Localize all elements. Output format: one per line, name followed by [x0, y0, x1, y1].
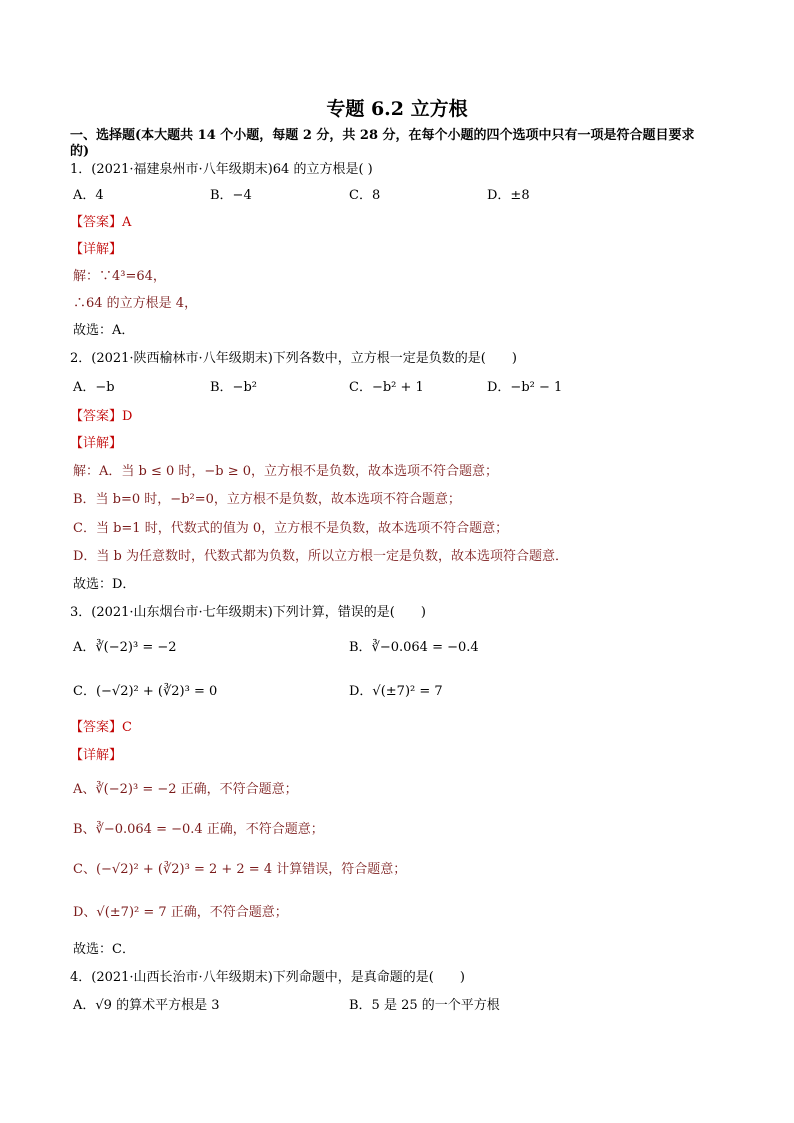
q3-solution-1: A、∛(−2)³ = −2 正确，不符合题意；: [73, 782, 298, 797]
q1-stem: 1．(2021·福建泉州市·八年级期末)64 的立方根是( ): [70, 162, 373, 177]
q2-option-a: A．−b: [73, 380, 115, 395]
q1-solution-3: 故选：A．: [73, 323, 135, 338]
q2-detail-label: 【详解】: [70, 436, 123, 451]
section-heading-line2: 的): [70, 144, 90, 159]
q2-answer: 【答案】D: [70, 409, 133, 424]
q3-option-c: C．(−√2)² + (∛2)³ = 0: [73, 684, 218, 699]
q1-option-c: C．8: [349, 188, 381, 203]
page-title: 专题 6.2 立方根: [326, 98, 468, 120]
q3-stem: 3．(2021·山东烟台市·七年级期末)下列计算，错误的是( ): [70, 605, 426, 620]
q2-solution-4: D．当 b 为任意数时，代数式都为负数，所以立方根一定是负数，故本选项符合题意．: [73, 549, 569, 564]
q2-option-b: B．−b²: [210, 380, 257, 395]
q3-solution-5: 故选：C．: [73, 942, 135, 957]
section-heading-line1: 一、选择题(本大题共 14 个小题，每题 2 分，共 28 分，在每个小题的四个选项中只有一项是符合题目要求: [70, 128, 695, 143]
q2-option-c: C．−b² + 1: [349, 380, 424, 395]
q3-solution-2: B、∛−0.064 = −0.4 正确，不符合题意；: [73, 822, 324, 837]
q2-solution-1: 解：A．当 b ≤ 0 时，−b ≥ 0，立方根不是负数，故本选项不符合题意；: [73, 464, 499, 479]
q3-answer: 【答案】C: [70, 720, 132, 735]
q3-detail-label: 【详解】: [70, 748, 123, 763]
q4-stem: 4．(2021·山西长治市·八年级期末)下列命题中，是真命题的是( ): [70, 970, 465, 985]
q1-option-a: A．4: [73, 188, 104, 203]
q3-option-b: B．∛−0.064 = −0.4: [349, 640, 479, 655]
q3-solution-4: D、√(±7)² = 7 正确，不符合题意；: [73, 905, 288, 920]
q4-option-b: B．5 是 25 的一个平方根: [349, 998, 500, 1013]
q3-option-a: A．∛(−2)³ = −2: [73, 640, 177, 655]
q1-solution-2: ∴64 的立方根是 4，: [73, 296, 198, 311]
q1-answer: 【答案】A: [70, 215, 132, 230]
q2-option-d: D．−b² − 1: [487, 380, 563, 395]
q2-stem: 2．(2021·陕西榆林市·八年级期末)下列各数中，立方根一定是负数的是( ): [70, 351, 517, 366]
q3-solution-3: C、(−√2)² + (∛2)³ = 2 + 2 = 4 计算错误，符合题意；: [73, 862, 407, 877]
q1-solution-1: 解：∵4³=64，: [73, 269, 166, 284]
q1-detail-label: 【详解】: [70, 242, 123, 257]
q2-solution-5: 故选：D．: [73, 577, 136, 592]
q1-option-d: D．±8: [487, 188, 530, 203]
q1-option-b: B．−4: [210, 188, 252, 203]
q2-solution-2: B．当 b=0 时，−b²=0，立方根不是负数，故本选项不符合题意；: [73, 492, 461, 507]
q3-option-d: D．√(±7)² = 7: [349, 684, 443, 699]
q4-option-a: A．√9 的算术平方根是 3: [73, 998, 220, 1013]
q2-solution-3: C．当 b=1 时，代数式的值为 0，立方根不是负数，故本选项不符合题意；: [73, 521, 509, 536]
